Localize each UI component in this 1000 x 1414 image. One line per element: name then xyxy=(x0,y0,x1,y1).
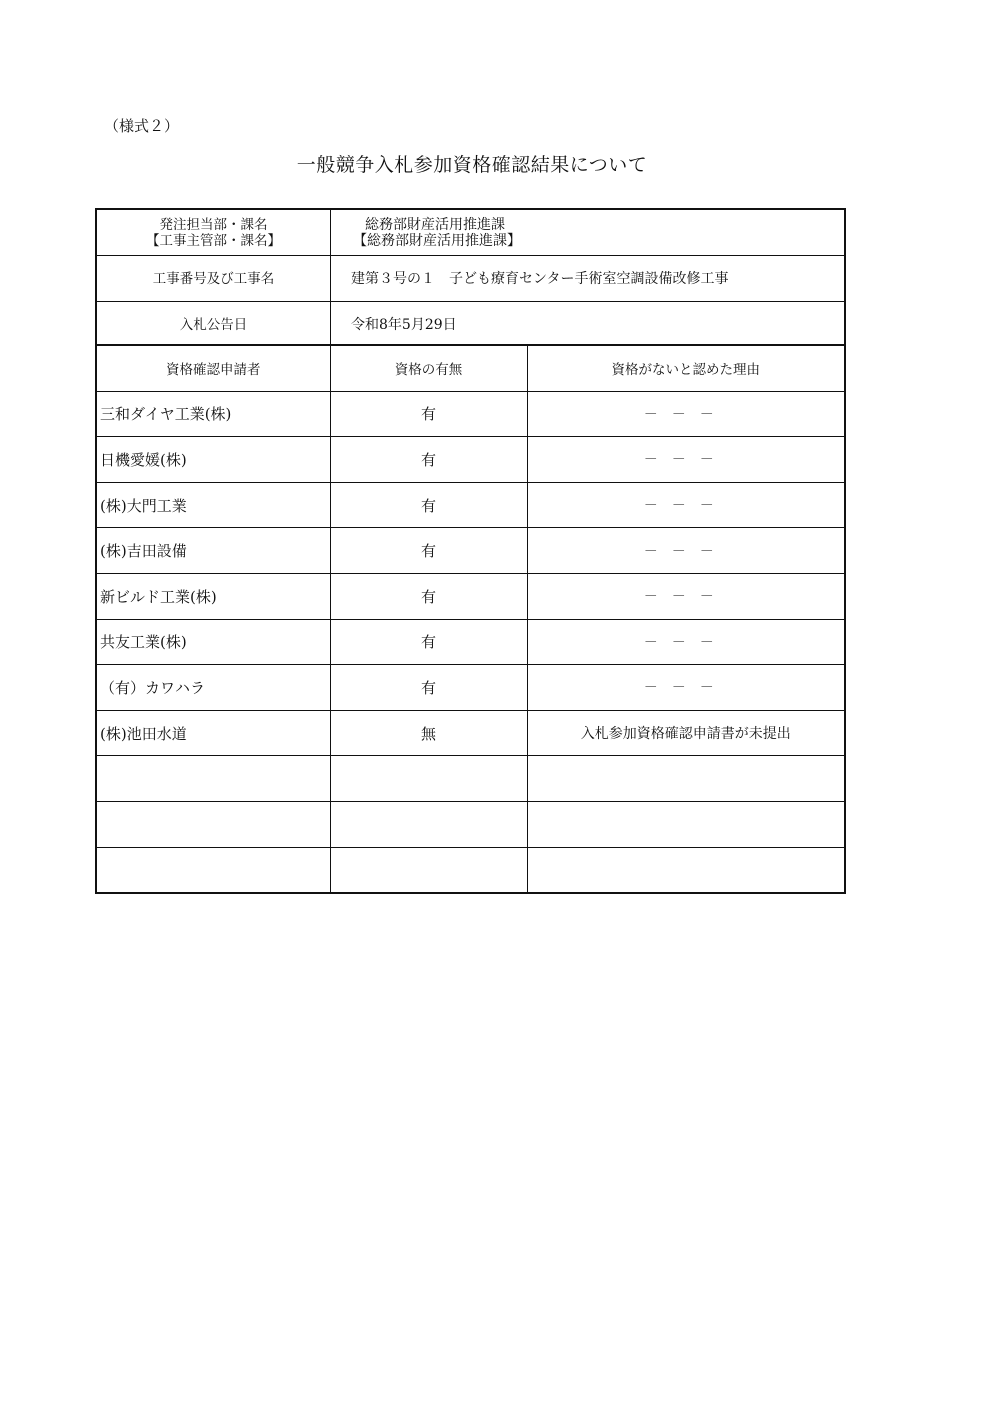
empty-cell xyxy=(330,801,527,847)
project-value: 建第３号の１ 子ども療育センター手術室空調設備改修工事 xyxy=(351,270,729,287)
empty-cell xyxy=(527,756,845,802)
empty-cell xyxy=(330,847,527,893)
table-header-row xyxy=(96,345,845,391)
table-row xyxy=(96,710,845,756)
qualification-status: 有 xyxy=(330,573,527,619)
empty-cell xyxy=(96,756,330,802)
table-row xyxy=(96,573,845,619)
disqualification-reason xyxy=(527,665,845,711)
reason-text: －－－ xyxy=(643,680,728,697)
disqualification-reason xyxy=(527,619,845,665)
qualification-status: 有 xyxy=(330,665,527,711)
empty-table-row xyxy=(96,756,845,802)
department-label xyxy=(97,210,331,255)
applicant-name: （有）カワハラ xyxy=(96,665,330,711)
applicant-name: (株)吉田設備 xyxy=(96,528,330,574)
applicant-name: 日機愛媛(株) xyxy=(96,437,330,483)
applicant-name: (株)大門工業 xyxy=(96,482,330,528)
column-header-qualified: 資格の有無 xyxy=(330,345,527,391)
empty-cell xyxy=(527,801,845,847)
disqualification-reason xyxy=(527,391,845,437)
reason-text: 入札参加資格確認申請書が未提出 xyxy=(580,726,791,743)
table-row xyxy=(96,437,845,483)
qualification-status: 有 xyxy=(330,619,527,665)
applicant-name: (株)池田水道 xyxy=(96,710,330,756)
qualification-status: 有 xyxy=(330,391,527,437)
applicant-name: 三和ダイヤ工業(株) xyxy=(96,391,330,437)
reason-text: －－－ xyxy=(643,543,728,560)
disqualification-reason xyxy=(527,528,845,574)
table-row xyxy=(96,665,845,711)
qualification-status: 有 xyxy=(330,437,527,483)
notice-date-label: 入札公告日 xyxy=(97,302,331,348)
disqualification-reason xyxy=(527,482,845,528)
header-block xyxy=(95,208,846,348)
reason-text: －－－ xyxy=(643,589,728,606)
disqualification-reason xyxy=(527,437,845,483)
empty-cell xyxy=(527,847,845,893)
qualification-status: 有 xyxy=(330,482,527,528)
empty-table-row xyxy=(96,847,845,893)
applicant-name: 共友工業(株) xyxy=(96,619,330,665)
applicant-table xyxy=(95,344,846,894)
empty-cell xyxy=(96,801,330,847)
column-header-applicant: 資格確認申請者 xyxy=(96,345,330,391)
table-row xyxy=(96,528,845,574)
notice-date-row xyxy=(97,302,844,348)
empty-cell xyxy=(330,756,527,802)
department-label-line1: 発注担当部・課名 xyxy=(159,216,268,233)
empty-cell xyxy=(96,847,330,893)
document-title: 一般競争入札参加資格確認結果について xyxy=(296,154,648,176)
qualification-status: 無 xyxy=(330,710,527,756)
table-row xyxy=(96,619,845,665)
form-number: （様式２） xyxy=(104,117,180,135)
project-label: 工事番号及び工事名 xyxy=(97,256,331,301)
table-row xyxy=(96,391,845,437)
department-row xyxy=(97,210,844,256)
department-value xyxy=(331,210,844,255)
department-value-line1: 総務部財産活用推進課 xyxy=(365,216,505,233)
disqualification-reason xyxy=(527,573,845,619)
column-header-reason: 資格がないと認めた理由 xyxy=(527,345,845,391)
reason-text: －－－ xyxy=(643,452,728,469)
disqualification-reason xyxy=(527,710,845,756)
empty-table-row xyxy=(96,801,845,847)
project-row xyxy=(97,256,844,302)
qualification-status: 有 xyxy=(330,528,527,574)
table-body xyxy=(96,391,845,893)
reason-text: －－－ xyxy=(643,406,728,423)
reason-text: －－－ xyxy=(643,634,728,651)
applicant-name: 新ビルド工業(株) xyxy=(96,573,330,619)
department-value-line2: 【総務部財産活用推進課】 xyxy=(353,232,521,249)
department-label-line2: 【工事主管部・課名】 xyxy=(146,232,281,249)
reason-text: －－－ xyxy=(643,498,728,515)
notice-date-value: 令和8年5月29日 xyxy=(351,317,457,333)
table-row xyxy=(96,482,845,528)
